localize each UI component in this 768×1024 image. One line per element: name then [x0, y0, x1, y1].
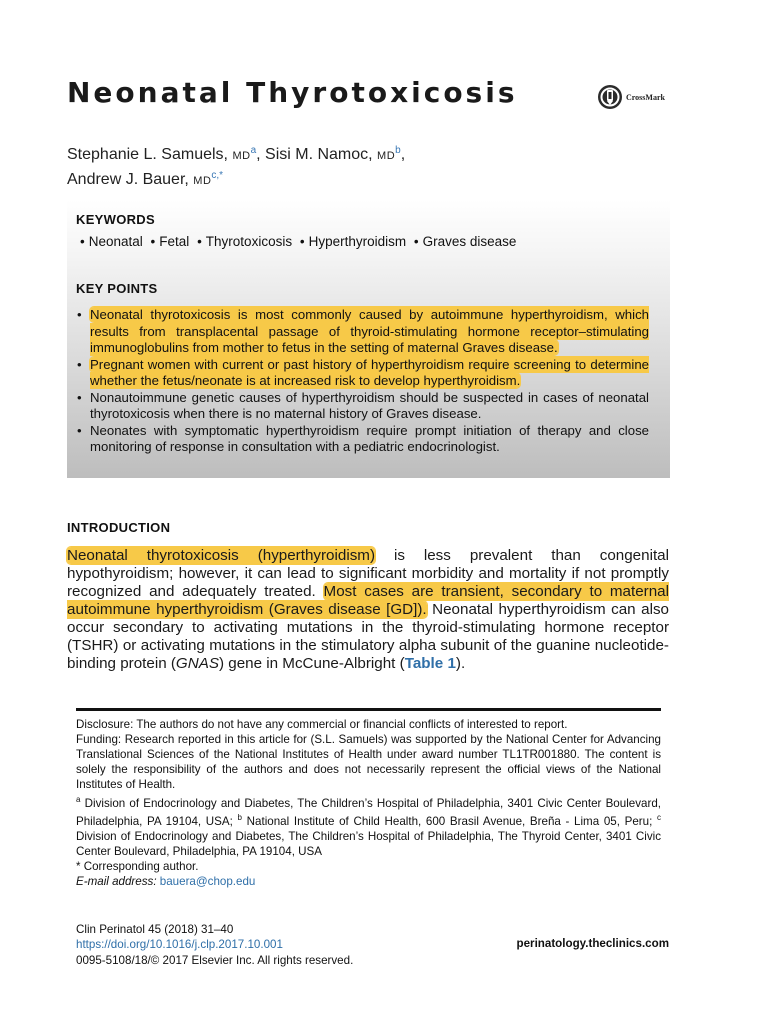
footnotes	[76, 718, 661, 890]
affiliation-mark: a	[76, 794, 81, 804]
author-degree: MD	[232, 150, 251, 162]
author-degree: MD	[193, 175, 212, 187]
key-point	[76, 390, 649, 423]
author-name: Sisi M. Namoc,	[265, 146, 373, 163]
author-name: Stephanie L. Samuels,	[67, 146, 228, 163]
affiliation-mark[interactable]: a	[250, 145, 257, 156]
affiliations	[76, 793, 661, 860]
crossmark-label: CrossMark	[626, 92, 665, 102]
disclosure-note: Disclosure: The authors do not have any commercial or financial conflicts of interested to report.	[76, 718, 568, 731]
author-name: Andrew J. Bauer,	[67, 171, 189, 188]
keyword: Thyrotoxicosis	[205, 234, 293, 249]
crossmark-icon	[597, 84, 623, 110]
gene-name: GNAS	[175, 655, 219, 672]
citation-block	[76, 922, 353, 968]
affiliation-a: Division of Endocrinology and Diabetes, The Children’s Hospital of Philadelphia, 3401 Civic Center Boulevard, Philadelphia, PA 19104, USA;	[76, 796, 661, 829]
keyword-list: • Neonatal • Fetal • Thyrotoxicosis • Hyperthyroidism • Graves disease	[80, 234, 517, 249]
introduction-heading: INTRODUCTION	[67, 520, 171, 535]
email-line	[76, 875, 661, 890]
key-point	[76, 423, 649, 456]
funding-note: Funding: Research reported in this article for (S.L. Samuels) was supported by the National Center for Advancing Translational Sciences of the National Institutes of Health under award number TL1TR001880. The content is solely the responsibility of the authors and does not necessarily represent the official views of the National Institutes of Health.	[76, 732, 661, 791]
doi-link[interactable]: https://doi.org/10.1016/j.clp.2017.10.001	[76, 938, 283, 952]
keyword: Graves disease	[422, 234, 517, 249]
affiliation-mark[interactable]: b	[395, 145, 401, 156]
highlighted-text: Neonatal thyrotoxicosis (hyperthyroidism)	[67, 547, 375, 564]
corresponding-author-note: * Corresponding author.	[76, 859, 199, 873]
keywords-heading: KEYWORDS	[76, 212, 155, 227]
body-text: is less prevalent than congenital hypothyroidism; however, it can lead to significant morbidity and mortality if not promptly recognized and adequately treated.	[67, 547, 669, 600]
body-text: ).	[455, 655, 466, 672]
key-points-list	[76, 307, 649, 456]
keyword: Hyperthyroidism	[308, 234, 407, 249]
key-point	[76, 357, 649, 390]
keywords-keypoints-box	[67, 200, 670, 478]
crossmark-badge[interactable]	[597, 84, 665, 110]
email-link[interactable]: bauera@chop.edu	[159, 874, 256, 888]
key-point-text: Neonates with symptomatic hyperthyroidism require prompt initiation of therapy and close monitoring of response in consultation with a pediatric endocrinologist.	[90, 422, 649, 454]
key-point	[76, 307, 649, 357]
author-list: Stephanie L. Samuels, MD$^a$, Sisi M. Namoc, MD$^b$, Andrew J. Bauer, MD$^{c,*}$	[67, 145, 406, 188]
article-title: Neonatal Thyrotoxicosis	[67, 76, 518, 109]
key-points-heading: KEY POINTS	[76, 281, 158, 296]
footnote-divider	[76, 708, 661, 711]
author-degree: MD	[377, 150, 396, 162]
affiliation-mark[interactable]: c,*	[211, 170, 224, 181]
table-1-link[interactable]: Table 1	[404, 655, 456, 672]
affiliation-b: National Institute of Child Health, 600 Brasil Avenue, Breña - Lima 05, Peru;	[246, 815, 653, 829]
affiliation-c: Division of Endocrinology and Diabetes, The Children’s Hospital of Philadelphia, The Thyroid Center, 3401 Civic Center Boulevard, Philadelphia, PA 19104, USA	[76, 830, 661, 858]
copyright-line: 0095-5108/18/© 2017 Elsevier Inc. All rights reserved.	[76, 953, 354, 967]
highlighted-text: Neonatal thyrotoxicosis is most commonly caused by autoimmune hyperthyroidism, which results from transplacental passage of thyroid-stimulating hormone receptor–stimulating immunoglobulins from mother to fetus in the setting of maternal Graves disease.	[90, 307, 649, 355]
keyword: Neonatal	[88, 234, 143, 249]
journal-citation: Clin Perinatol 45 (2018) 31–40	[76, 923, 234, 936]
key-point-text: Nonautoimmune genetic causes of hyperthyroidism should be suspected in cases of neonatal thyrotoxicosis when there is no maternal history of Graves disease.	[90, 389, 649, 421]
introduction-paragraph	[67, 547, 669, 673]
email-label: E-mail address:	[76, 874, 157, 888]
body-text: ) gene in McCune-Albright (	[218, 655, 405, 672]
journal-website: perinatology.theclinics.com	[516, 937, 669, 950]
highlighted-text: Most cases are transient, secondary to maternal autoimmune hyperthyroidism (Graves disease [GD]).	[67, 583, 669, 618]
affiliation-mark: b	[237, 813, 242, 823]
highlighted-text: Pregnant women with current or past history of hyperthyroidism require screening to determine whether the fetus/neonate is at increased risk to develop hyperthyroidism.	[90, 356, 649, 388]
keyword: Fetal	[159, 234, 190, 249]
affiliation-mark: c	[656, 813, 661, 823]
body-text: Neonatal hyperthyroidism can also occur secondary to activating mutations in the thyroid-stimulating hormone receptor (TSHR) or activating mutations in the stimulatory alpha subunit of the guanine nucleotide-binding protein (	[67, 601, 669, 672]
